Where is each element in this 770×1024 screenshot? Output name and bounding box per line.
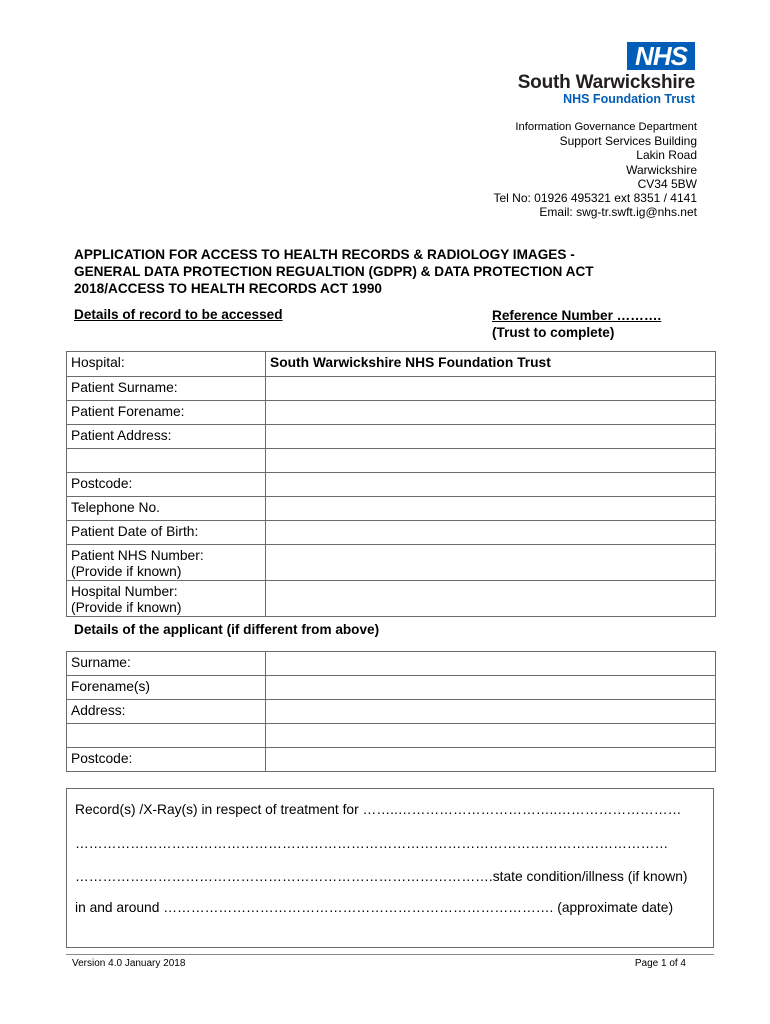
row-label: Patient Surname: [67,377,266,401]
row-label [67,724,266,748]
address-block [494,120,698,219]
table-row [67,352,716,377]
reference-number [492,307,661,341]
table-row [67,545,716,581]
treatment-label: Record(s) /X-Ray(s) in respect of treatment for [75,802,359,817]
dotted-fill[interactable]: ………………………………………………………………………………………………………………… [75,836,669,851]
patient-address-field[interactable] [266,425,716,449]
record-section-heading: Details of record to be accessed [74,307,283,322]
treatment-line-2 [75,836,668,851]
applicant-postcode-field[interactable] [266,748,716,772]
dotted-fill[interactable]: ……..……………………………..……………………… [362,802,682,817]
applicant-surname-field[interactable] [266,652,716,676]
address-line: CV34 5BW [637,176,697,191]
row-label: Patient Address: [67,425,266,449]
trust-subtitle: NHS Foundation Trust [563,92,695,106]
address-line: Warwickshire [626,162,697,177]
patient-forename-field[interactable] [266,401,716,425]
table-row [67,521,716,545]
applicant-address-field-2[interactable] [266,724,716,748]
table-row [67,449,716,473]
row-label: Patient Forename: [67,401,266,425]
version-text: Version 4.0 January 2018 [72,958,186,969]
row-label: Patient Date of Birth: [67,521,266,545]
treatment-line-1 [75,802,681,817]
dotted-fill[interactable]: …………………………………………………………………………. [163,900,554,915]
hospital-number-field[interactable] [266,581,716,617]
row-label [67,449,266,473]
table-row [67,473,716,497]
table-row [67,748,716,772]
patient-dob-field[interactable] [266,521,716,545]
applicant-details-table [66,651,716,772]
patient-telephone-field[interactable] [266,497,716,521]
table-row [67,652,716,676]
address-line: Lakin Road [636,148,697,163]
table-row [67,676,716,700]
applicant-section-heading: Details of the applicant (if different from above) [74,622,380,637]
patient-address-field-2[interactable] [266,449,716,473]
row-label [67,545,266,581]
title-line: 2018/ACCESS TO HEALTH RECORDS ACT 1990 [74,281,382,296]
table-row [67,700,716,724]
table-row [67,377,716,401]
patient-postcode-field[interactable] [266,473,716,497]
applicant-address-field[interactable] [266,700,716,724]
footer-divider [66,954,714,955]
page-number: Page 1 of 4 [634,958,686,969]
in-and-around-label: in and around [75,900,160,915]
address-line: Support Services Building [559,134,697,149]
row-label [67,581,266,617]
applicant-forename-field[interactable] [266,676,716,700]
treatment-line-4 [75,900,673,915]
hospital-value: South Warwickshire NHS Foundation Trust [266,352,716,377]
condition-label: state condition/illness (if known) [492,869,688,884]
table-row [67,724,716,748]
document-title [74,246,714,297]
reference-note: (Trust to complete) [492,325,615,340]
title-line: APPLICATION FOR ACCESS TO HEALTH RECORDS & RADIOLOGY IMAGES - [74,247,575,262]
nhs-logo: NHS [627,42,695,70]
row-label-note: (Provide if known) [71,564,182,579]
treatment-box[interactable] [66,788,714,948]
patient-surname-field[interactable] [266,377,716,401]
row-label-main: Hospital Number: [71,584,178,599]
trust-name: South Warwickshire [517,72,695,93]
address-line: Information Governance Department [515,121,697,133]
table-row [67,581,716,617]
row-label: Forename(s) [67,676,266,700]
dotted-fill[interactable]: ………………………………………………………………………………. [75,869,493,884]
reference-label: Reference Number ………. [492,308,662,323]
row-label-note: (Provide if known) [71,600,182,615]
address-line: Email: swg-tr.swft.ig@nhs.net [539,205,697,220]
row-label: Hospital: [67,352,266,377]
row-label: Postcode: [67,473,266,497]
address-line: Tel No: 01926 495321 ext 8351 / 4141 [493,191,697,206]
table-row [67,401,716,425]
patient-nhs-number-field[interactable] [266,545,716,581]
row-label: Telephone No. [67,497,266,521]
row-label: Postcode: [67,748,266,772]
row-label: Address: [67,700,266,724]
row-label-main: Patient NHS Number: [71,548,204,563]
treatment-line-3 [75,869,688,884]
table-row [67,497,716,521]
approximate-date-label: (approximate date) [557,900,674,915]
title-line: GENERAL DATA PROTECTION REGUALTION (GDPR) & DATA PROTECTION ACT [74,264,594,279]
patient-details-table [66,351,716,617]
table-row [67,425,716,449]
row-label: Surname: [67,652,266,676]
